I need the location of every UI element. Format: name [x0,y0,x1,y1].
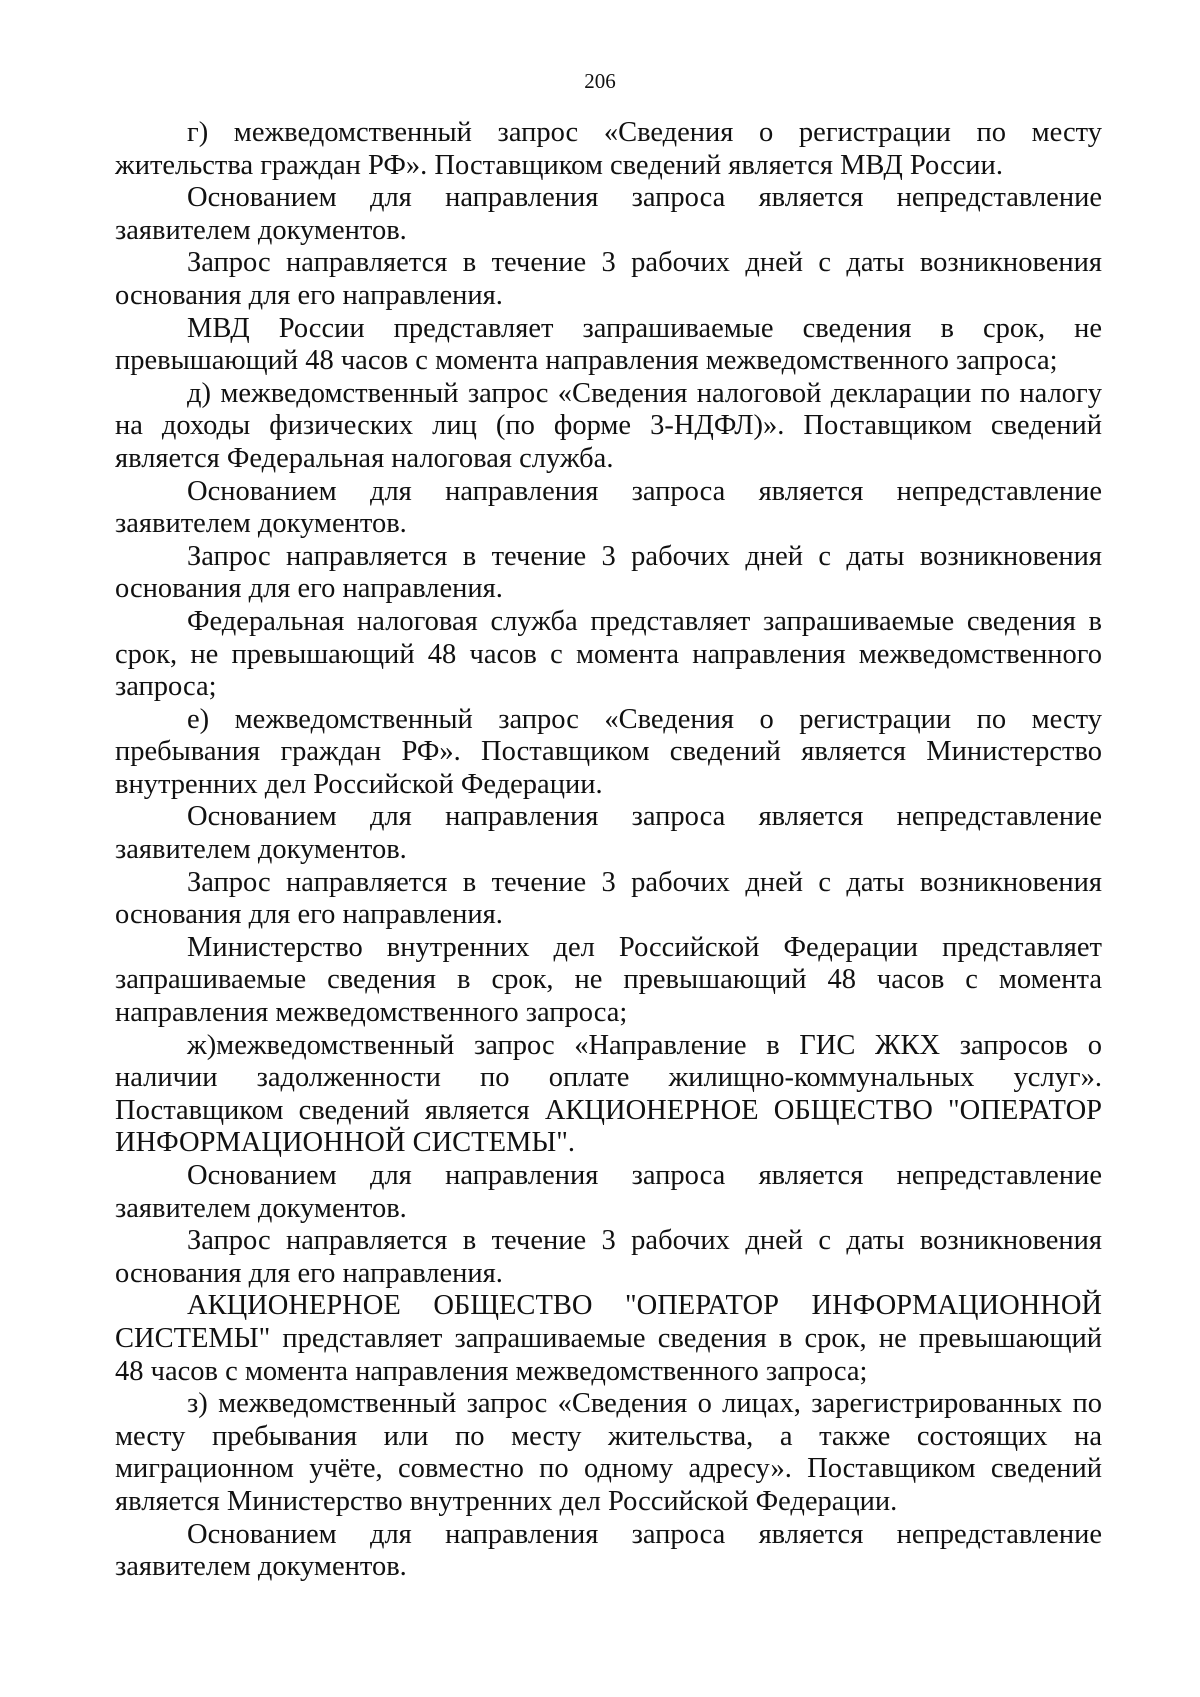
paragraph-basis: Основанием для направления запроса является непредставление заявителем документов. [115,1518,1102,1583]
page-number: 206 [584,69,616,93]
paragraph-e-request: е) межведомственный запрос «Сведения о регистрации по месту пребывания граждан РФ». Поставщиком сведений является Министерство внутренних дел Российской Федерации. [115,703,1102,800]
paragraph-deadline: Запрос направляется в течение 3 рабочих дней с даты возникновения основания для его направления. [115,1225,1102,1289]
paragraph-d-request: д) межведомственный запрос «Сведения налоговой декларации по налогу на доходы физических лиц (по форме 3-НДФЛ)». Поставщиком сведений является Федеральная налоговая служба. [115,377,1102,474]
paragraph-basis: Основанием для направления запроса является непредставление заявителем документов. [115,182,1102,246]
paragraph-response-term: Министерство внутренних дел Российской Федерации представляет запрашиваемые сведения в срок, не превышающий 48 часов с момента направления межведомственного запроса; [115,931,1102,1029]
paragraph-g-request: г) межведомственный запрос «Сведения о регистрации по месту жительства граждан РФ». Поставщиком сведений является МВД России. [115,117,1102,181]
paragraph-response-term: МВД России представляет запрашиваемые сведения в срок, не превышающий 48 часов с момента направления межведомственного запроса; [115,312,1102,377]
paragraph-response-term: Федеральная налоговая служба представляет запрашиваемые сведения в срок, не превышающий 48 часов с момента направления межведомственного запроса; [115,605,1102,703]
document-body [115,117,1102,1584]
paragraph-deadline: Запрос направляется в течение 3 рабочих дней с даты возникновения основания для его направления. [115,540,1102,605]
paragraph-zh-request: ж)межведомственный запрос «Направление в ГИС ЖКХ запросов о наличии задолженности по оплате жилищно-коммунальных услуг». Поставщиком сведений является АКЦИОНЕРНОЕ ОБЩЕСТВО "ОПЕРАТОР ИНФОРМАЦИОННОЙ СИСТЕМЫ". [115,1029,1102,1159]
paragraph-deadline: Запрос направляется в течение 3 рабочих дней с даты возникновения основания для его направления. [115,866,1102,931]
paragraph-deadline: Запрос направляется в течение 3 рабочих дней с даты возникновения основания для его направления. [115,247,1102,311]
paragraph-basis: Основанием для направления запроса является непредставление заявителем документов. [115,1160,1102,1224]
paragraph-z-request: з) межведомственный запрос «Сведения о лицах, зарегистрированных по месту пребывания или по месту жительства, а также состоящих на миграционном учёте, совместно по одному адресу». Поставщиком сведений является Министерство внутренних дел Российской Федерации. [115,1388,1102,1517]
paragraph-response-term: АКЦИОНЕРНОЕ ОБЩЕСТВО "ОПЕРАТОР ИНФОРМАЦИОННОЙ СИСТЕМЫ" представляет запрашиваемые сведения в срок, не превышающий 48 часов с момента направления межведомственного запроса; [115,1290,1102,1387]
paragraph-basis: Основанием для направления запроса является непредставление заявителем документов. [115,801,1102,866]
paragraph-basis: Основанием для направления запроса является непредставление заявителем документов. [115,475,1102,540]
